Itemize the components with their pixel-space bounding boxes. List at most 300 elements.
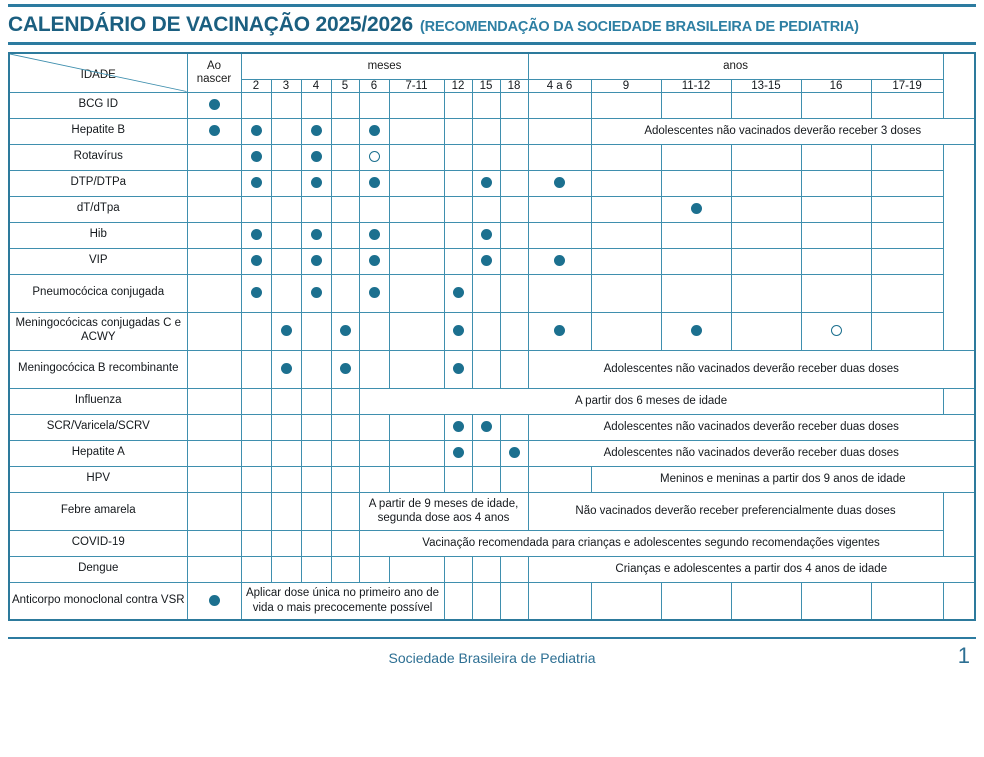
dose-cell[interactable] <box>301 248 331 274</box>
dose-cell[interactable] <box>871 144 943 170</box>
vaccine-label-hepatite-a: Hepatite A <box>9 440 187 466</box>
dose-cell[interactable] <box>528 248 591 274</box>
dose-cell[interactable] <box>271 556 301 582</box>
table-row <box>9 530 975 556</box>
vaccine-label-hib: Hib <box>9 222 187 248</box>
dose-cell[interactable] <box>528 196 591 222</box>
dose-cell[interactable] <box>731 92 801 118</box>
dose-cell[interactable] <box>359 440 389 466</box>
dose-cell[interactable] <box>271 144 301 170</box>
dose-cell[interactable] <box>331 118 359 144</box>
dose-cell[interactable] <box>241 466 271 492</box>
dose-cell[interactable] <box>301 530 331 556</box>
table-row <box>9 222 975 248</box>
dose-cell[interactable] <box>331 274 359 312</box>
dose-cell[interactable] <box>271 350 301 388</box>
dose-dot-icon <box>369 177 380 188</box>
dose-cell[interactable] <box>241 530 271 556</box>
dose-cell[interactable] <box>331 170 359 196</box>
dose-cell[interactable] <box>472 350 500 388</box>
dose-cell[interactable] <box>331 388 359 414</box>
dose-cell[interactable] <box>271 388 301 414</box>
dose-cell[interactable] <box>187 144 241 170</box>
dose-cell[interactable] <box>359 556 389 582</box>
dose-cell[interactable] <box>528 582 591 620</box>
dose-cell[interactable] <box>389 170 444 196</box>
note-hepa-two-doses: Adolescentes não vacinados deverão receber duas doses <box>528 440 975 466</box>
dose-cell[interactable] <box>359 274 389 312</box>
dose-cell[interactable] <box>241 144 271 170</box>
dose-cell[interactable] <box>331 92 359 118</box>
dose-cell[interactable] <box>444 248 472 274</box>
dose-cell[interactable] <box>801 312 871 350</box>
dose-cell[interactable] <box>187 170 241 196</box>
dose-cell[interactable] <box>661 144 731 170</box>
dose-cell[interactable] <box>301 274 331 312</box>
dose-cell[interactable] <box>472 312 500 350</box>
dose-cell[interactable] <box>389 466 444 492</box>
dose-cell[interactable] <box>271 118 301 144</box>
dose-dot-icon <box>251 255 262 266</box>
dose-cell[interactable] <box>301 170 331 196</box>
dose-cell[interactable] <box>331 196 359 222</box>
dose-cell[interactable] <box>591 92 661 118</box>
dose-cell[interactable] <box>871 92 943 118</box>
dose-cell[interactable] <box>444 556 472 582</box>
dose-cell[interactable] <box>444 118 472 144</box>
column-header-month-6: 6 <box>359 79 389 92</box>
dose-cell[interactable] <box>472 196 500 222</box>
dose-cell[interactable] <box>591 582 661 620</box>
dose-cell[interactable] <box>661 582 731 620</box>
column-header-year-11-12: 11-12 <box>661 79 731 92</box>
dose-cell[interactable] <box>389 118 444 144</box>
note-febre-amarela-left: A partir de 9 meses de idade, segunda dose aos 4 anos <box>359 492 528 530</box>
dose-dot-icon <box>691 325 702 336</box>
vaccine-label-dengue: Dengue <box>9 556 187 582</box>
dose-cell[interactable] <box>389 196 444 222</box>
dose-cell[interactable] <box>241 196 271 222</box>
dose-cell[interactable] <box>591 144 661 170</box>
dose-cell[interactable] <box>241 248 271 274</box>
dose-dot-icon <box>481 255 492 266</box>
dose-cell[interactable] <box>472 274 500 312</box>
dose-cell[interactable] <box>389 312 444 350</box>
dose-cell[interactable] <box>472 466 500 492</box>
dose-cell[interactable] <box>528 312 591 350</box>
table-row <box>9 414 975 440</box>
dose-cell[interactable] <box>661 312 731 350</box>
vaccine-label-anticorpo-monoclonal-vsr: Anticorpo monoclonal contra VSR <box>9 582 187 620</box>
dose-cell[interactable] <box>472 144 500 170</box>
dose-dot-icon <box>453 363 464 374</box>
dose-cell[interactable] <box>359 466 389 492</box>
dose-dot-icon <box>369 255 380 266</box>
dose-cell[interactable] <box>359 144 389 170</box>
note-meningb-two-doses: Adolescentes não vacinados deverão receber duas doses <box>528 350 975 388</box>
dose-cell[interactable] <box>731 222 801 248</box>
dose-cell[interactable] <box>187 530 241 556</box>
dose-cell[interactable] <box>661 92 731 118</box>
dose-cell[interactable] <box>389 440 444 466</box>
dose-cell[interactable] <box>871 248 943 274</box>
dose-dot-icon <box>340 363 351 374</box>
dose-cell[interactable] <box>359 118 389 144</box>
dose-cell[interactable] <box>271 414 301 440</box>
dose-cell[interactable] <box>444 274 472 312</box>
dose-cell[interactable] <box>187 440 241 466</box>
diagonal-divider-icon <box>10 54 187 92</box>
corner-idade-label: IDADE <box>80 69 116 82</box>
dose-cell[interactable] <box>389 414 444 440</box>
dose-cell[interactable] <box>271 530 301 556</box>
dose-cell[interactable] <box>871 312 943 350</box>
dose-cell[interactable] <box>187 466 241 492</box>
dose-cell[interactable] <box>472 118 500 144</box>
dose-cell[interactable] <box>359 92 389 118</box>
dose-cell[interactable] <box>591 248 661 274</box>
dose-cell[interactable] <box>359 350 389 388</box>
dose-cell[interactable] <box>301 414 331 440</box>
dose-cell[interactable] <box>801 248 871 274</box>
vaccine-label-febre-amarela: Febre amarela <box>9 492 187 530</box>
dose-cell[interactable] <box>801 92 871 118</box>
dose-cell[interactable] <box>389 274 444 312</box>
dose-cell[interactable] <box>500 274 528 312</box>
dose-cell[interactable] <box>500 248 528 274</box>
dose-cell[interactable] <box>389 556 444 582</box>
dose-cell[interactable] <box>271 274 301 312</box>
dose-cell[interactable] <box>271 170 301 196</box>
dose-cell[interactable] <box>187 388 241 414</box>
dose-cell[interactable] <box>500 582 528 620</box>
dose-cell[interactable] <box>241 312 271 350</box>
dose-cell[interactable] <box>500 118 528 144</box>
dose-dot-icon <box>453 447 464 458</box>
dose-cell[interactable] <box>301 440 331 466</box>
dose-cell[interactable] <box>331 144 359 170</box>
column-header-month-15: 15 <box>472 79 500 92</box>
dose-cell[interactable] <box>271 196 301 222</box>
dose-cell[interactable] <box>359 248 389 274</box>
dose-dot-icon <box>251 151 262 162</box>
dose-cell[interactable] <box>444 350 472 388</box>
dose-cell[interactable] <box>389 144 444 170</box>
dose-cell[interactable] <box>801 222 871 248</box>
dose-cell[interactable] <box>528 274 591 312</box>
dose-cell[interactable] <box>528 92 591 118</box>
dose-cell[interactable] <box>301 312 331 350</box>
dose-cell[interactable] <box>528 170 591 196</box>
dose-cell[interactable] <box>331 312 359 350</box>
dose-cell[interactable] <box>591 222 661 248</box>
dose-cell[interactable] <box>271 92 301 118</box>
dose-cell[interactable] <box>500 414 528 440</box>
dose-dot-icon <box>311 255 322 266</box>
dose-dot-icon <box>311 229 322 240</box>
dose-cell[interactable] <box>331 222 359 248</box>
dose-cell[interactable] <box>301 492 331 530</box>
dose-cell[interactable] <box>871 196 943 222</box>
dose-cell[interactable] <box>472 92 500 118</box>
note-hpv: Meninos e meninas a partir dos 9 anos de idade <box>591 466 975 492</box>
dose-cell[interactable] <box>500 556 528 582</box>
dose-cell[interactable] <box>271 312 301 350</box>
dose-cell[interactable] <box>731 312 801 350</box>
footer-organization: Sociedade Brasileira de Pediatria <box>388 650 596 666</box>
dose-cell[interactable] <box>187 414 241 440</box>
vaccine-label-rotavirus: Rotavírus <box>9 144 187 170</box>
dose-cell[interactable] <box>801 582 871 620</box>
dose-cell[interactable] <box>591 170 661 196</box>
dose-cell[interactable] <box>331 440 359 466</box>
dose-cell[interactable] <box>389 248 444 274</box>
dose-cell[interactable] <box>444 144 472 170</box>
dose-cell[interactable] <box>301 144 331 170</box>
dose-dot-icon <box>340 325 351 336</box>
dose-cell[interactable] <box>331 466 359 492</box>
dose-cell[interactable] <box>241 556 271 582</box>
dose-cell[interactable] <box>528 118 591 144</box>
dose-cell[interactable] <box>301 222 331 248</box>
dose-cell[interactable] <box>500 466 528 492</box>
dose-cell[interactable] <box>187 312 241 350</box>
column-header-year-16: 16 <box>801 79 871 92</box>
dose-cell[interactable] <box>187 118 241 144</box>
dose-cell[interactable] <box>301 196 331 222</box>
vaccination-calendar-page <box>0 4 984 757</box>
dose-cell[interactable] <box>187 196 241 222</box>
dose-cell[interactable] <box>241 170 271 196</box>
ao-nascer-line2: nascer <box>196 72 232 85</box>
dose-cell[interactable] <box>444 466 472 492</box>
dose-dot-icon <box>369 125 380 136</box>
dose-cell[interactable] <box>301 556 331 582</box>
dose-cell[interactable] <box>271 440 301 466</box>
dose-cell[interactable] <box>187 92 241 118</box>
dose-cell[interactable] <box>871 222 943 248</box>
table-row <box>9 350 975 388</box>
dose-cell[interactable] <box>871 582 943 620</box>
table-row <box>9 492 975 530</box>
column-header-month-5: 5 <box>331 79 359 92</box>
vaccine-label-meningococica-b: Meningocócica B recombinante <box>9 350 187 388</box>
dose-cell[interactable] <box>331 492 359 530</box>
dose-cell[interactable] <box>241 414 271 440</box>
table-row <box>9 556 975 582</box>
dose-cell[interactable] <box>444 440 472 466</box>
column-header-month-3: 3 <box>271 79 301 92</box>
dose-cell[interactable] <box>661 222 731 248</box>
dose-cell[interactable] <box>187 582 241 620</box>
dose-cell[interactable] <box>528 222 591 248</box>
dose-cell[interactable] <box>500 440 528 466</box>
dose-cell[interactable] <box>500 196 528 222</box>
dose-cell[interactable] <box>331 530 359 556</box>
dose-cell[interactable] <box>359 312 389 350</box>
ao-nascer-line1: Ao <box>206 59 222 72</box>
dose-cell[interactable] <box>731 144 801 170</box>
dose-cell[interactable] <box>871 274 943 312</box>
dose-cell[interactable] <box>271 248 301 274</box>
dose-dot-icon <box>481 421 492 432</box>
vaccine-label-meningococicas-conjugadas: Meningocócicas conjugadas C e ACWY <box>9 312 187 350</box>
dose-cell[interactable] <box>359 222 389 248</box>
dose-cell[interactable] <box>591 196 661 222</box>
dose-cell[interactable] <box>389 222 444 248</box>
dose-cell[interactable] <box>241 440 271 466</box>
dose-cell[interactable] <box>731 196 801 222</box>
dose-cell[interactable] <box>871 170 943 196</box>
dose-cell[interactable] <box>444 222 472 248</box>
note-scr-two-doses: Adolescentes não vacinados deverão receber duas doses <box>528 414 975 440</box>
table-row <box>9 388 975 414</box>
dose-cell[interactable] <box>241 222 271 248</box>
dose-cell[interactable] <box>241 350 271 388</box>
optional-dose-dot-icon <box>831 325 842 336</box>
dose-dot-icon <box>311 151 322 162</box>
vaccine-label-covid-19: COVID-19 <box>9 530 187 556</box>
note-vsr: Aplicar dose única no primeiro ano de vida o mais precocemente possível <box>241 582 444 620</box>
dose-cell[interactable] <box>731 170 801 196</box>
dose-dot-icon <box>251 229 262 240</box>
dose-cell[interactable] <box>301 118 331 144</box>
dose-cell[interactable] <box>389 350 444 388</box>
dose-cell[interactable] <box>301 466 331 492</box>
dose-cell[interactable] <box>187 350 241 388</box>
dose-cell[interactable] <box>731 274 801 312</box>
dose-cell[interactable] <box>500 312 528 350</box>
dose-cell[interactable] <box>472 556 500 582</box>
table-row <box>9 144 975 170</box>
page-title-subtitle: (RECOMENDAÇÃO DA SOCIEDADE BRASILEIRA DE PEDIATRIA) <box>419 19 859 35</box>
dose-cell[interactable] <box>444 312 472 350</box>
dose-cell[interactable] <box>331 248 359 274</box>
table-row <box>9 92 975 118</box>
dose-cell[interactable] <box>472 170 500 196</box>
note-hepb-adolescents: Adolescentes não vacinados deverão receber 3 doses <box>591 118 975 144</box>
dose-cell[interactable] <box>241 118 271 144</box>
column-header-year-17-19: 17-19 <box>871 79 943 92</box>
column-header-month-4: 4 <box>301 79 331 92</box>
column-header-year-4a6: 4 a 6 <box>528 79 591 92</box>
dose-cell[interactable] <box>241 274 271 312</box>
dose-cell[interactable] <box>271 222 301 248</box>
dose-cell[interactable] <box>359 414 389 440</box>
dose-cell[interactable] <box>444 582 472 620</box>
dose-cell[interactable] <box>187 556 241 582</box>
dose-cell[interactable] <box>472 582 500 620</box>
dose-cell[interactable] <box>591 274 661 312</box>
dose-cell[interactable] <box>500 144 528 170</box>
dose-dot-icon <box>481 177 492 188</box>
vaccine-label-dtp-dtpa: DTP/DTPa <box>9 170 187 196</box>
dose-dot-icon <box>209 99 220 110</box>
dose-cell[interactable] <box>301 92 331 118</box>
dose-dot-icon <box>691 203 702 214</box>
page-footer <box>8 639 976 666</box>
dose-cell[interactable] <box>271 466 301 492</box>
dose-cell[interactable] <box>444 196 472 222</box>
dose-cell[interactable] <box>500 170 528 196</box>
dose-dot-icon <box>251 287 262 298</box>
dose-cell[interactable] <box>661 170 731 196</box>
dose-cell[interactable] <box>301 350 331 388</box>
dose-cell[interactable] <box>661 274 731 312</box>
dose-cell[interactable] <box>528 144 591 170</box>
dose-dot-icon <box>453 287 464 298</box>
dose-cell[interactable] <box>187 274 241 312</box>
vaccine-label-dt-dtpa: dT/dTpa <box>9 196 187 222</box>
dose-cell[interactable] <box>801 144 871 170</box>
dose-cell[interactable] <box>801 274 871 312</box>
dose-cell[interactable] <box>500 222 528 248</box>
dose-cell[interactable] <box>444 170 472 196</box>
title-bottom-divider <box>8 42 976 45</box>
column-header-month-2: 2 <box>241 79 271 92</box>
dose-dot-icon <box>369 229 380 240</box>
dose-cell[interactable] <box>241 492 271 530</box>
dose-cell[interactable] <box>241 92 271 118</box>
dose-cell[interactable] <box>528 466 591 492</box>
dose-cell[interactable] <box>389 92 444 118</box>
dose-cell[interactable] <box>591 312 661 350</box>
dose-cell[interactable] <box>187 248 241 274</box>
dose-cell[interactable] <box>271 492 301 530</box>
column-group-header-anos: anos <box>528 53 943 79</box>
dose-cell[interactable] <box>801 196 871 222</box>
vaccine-label-bcg-id: BCG ID <box>9 92 187 118</box>
dose-cell[interactable] <box>731 582 801 620</box>
note-dengue: Crianças e adolescentes a partir dos 4 anos de idade <box>528 556 975 582</box>
column-header-year-13-15: 13-15 <box>731 79 801 92</box>
dose-cell[interactable] <box>187 492 241 530</box>
dose-dot-icon <box>481 229 492 240</box>
dose-cell[interactable] <box>359 196 389 222</box>
column-header-month-7-11: 7-11 <box>389 79 444 92</box>
dose-cell[interactable] <box>472 248 500 274</box>
dose-dot-icon <box>311 287 322 298</box>
dose-cell[interactable] <box>241 388 271 414</box>
corner-idade-cell <box>9 53 187 92</box>
dose-cell[interactable] <box>472 414 500 440</box>
dose-cell[interactable] <box>331 414 359 440</box>
dose-dot-icon <box>509 447 520 458</box>
dose-dot-icon <box>281 325 292 336</box>
dose-cell[interactable] <box>472 222 500 248</box>
dose-cell[interactable] <box>500 92 528 118</box>
table-row <box>9 312 975 350</box>
dose-cell[interactable] <box>331 556 359 582</box>
dose-cell[interactable] <box>444 414 472 440</box>
dose-cell[interactable] <box>801 170 871 196</box>
dose-cell[interactable] <box>731 248 801 274</box>
dose-cell[interactable] <box>301 388 331 414</box>
dose-cell[interactable] <box>444 92 472 118</box>
dose-cell[interactable] <box>331 350 359 388</box>
column-group-header-meses: meses <box>241 53 528 79</box>
dose-dot-icon <box>209 595 220 606</box>
vaccine-label-pneumococica-conjugada: Pneumocócica conjugada <box>9 274 187 312</box>
dose-cell[interactable] <box>500 350 528 388</box>
dose-dot-icon <box>369 287 380 298</box>
dose-cell[interactable] <box>472 440 500 466</box>
dose-cell[interactable] <box>187 222 241 248</box>
dose-cell[interactable] <box>661 248 731 274</box>
dose-cell[interactable] <box>661 196 731 222</box>
page-title <box>8 7 976 42</box>
dose-cell[interactable] <box>359 170 389 196</box>
